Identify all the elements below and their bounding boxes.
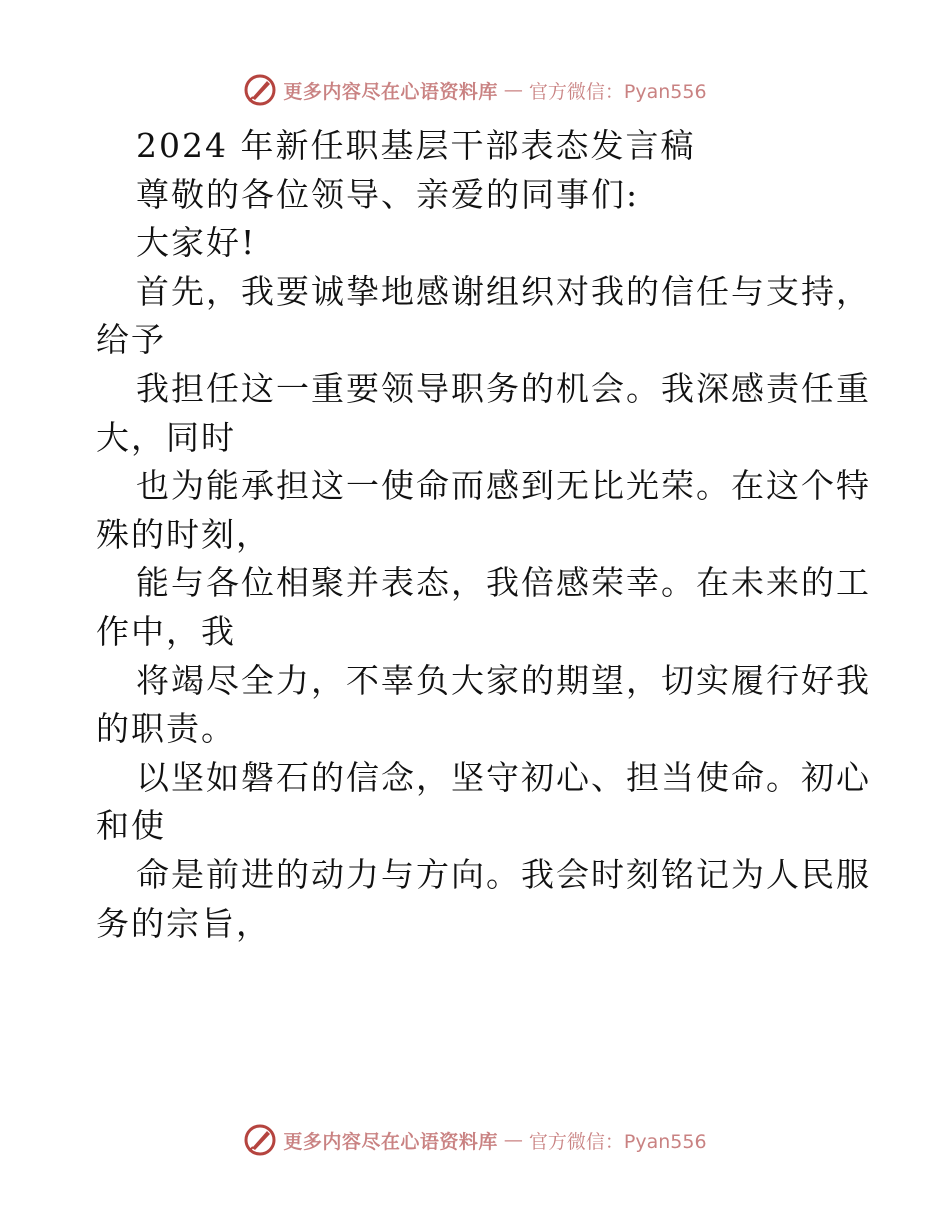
paragraph-line: 首先，我要诚挚地感谢组织对我的信任与支持， bbox=[136, 271, 871, 311]
footer-banner bbox=[0, 1120, 950, 1160]
paragraph-line: 务的宗旨， bbox=[96, 903, 271, 943]
banner-title: 更多内容尽在心语资料库 bbox=[283, 1130, 498, 1153]
paragraph-line: 以坚如磐石的信念，坚守初心、担当使命。初心 bbox=[136, 757, 871, 797]
paragraph-line: 和使 bbox=[96, 806, 166, 846]
paragraph-line: 大，同时 bbox=[96, 417, 236, 457]
greeting: 大家好! bbox=[136, 223, 257, 263]
paragraph-line: 给予 bbox=[96, 320, 166, 360]
paragraph-line: 命是前进的动力与方向。我会时刻铭记为人民服 bbox=[136, 854, 871, 894]
paragraph-line: 能与各位相聚并表态，我倍感荣幸。在未来的工 bbox=[136, 563, 871, 603]
document-body bbox=[96, 122, 871, 948]
banner-separator: — bbox=[503, 79, 523, 101]
paragraph-line: 我担任这一重要领导职务的机会。我深感责任重 bbox=[136, 368, 871, 408]
paragraph-line: 也为能承担这一使命而感到无比光荣。在这个特 bbox=[136, 466, 871, 506]
quill-logo-icon bbox=[243, 1123, 277, 1157]
paragraph-line: 的职责。 bbox=[96, 709, 236, 749]
banner-wechat-id: 官方微信：Pyan556 bbox=[528, 1130, 707, 1153]
banner-separator: — bbox=[503, 1129, 523, 1151]
document-title: 2024 年新任职基层干部表态发言稿 bbox=[136, 126, 696, 165]
paragraph-line: 作中，我 bbox=[96, 611, 236, 651]
salutation: 尊敬的各位领导、亲爱的同事们: bbox=[136, 174, 640, 214]
quill-logo-icon bbox=[243, 73, 277, 107]
header-banner bbox=[0, 70, 950, 110]
banner-wechat-id: 官方微信：Pyan556 bbox=[528, 80, 707, 103]
banner-title: 更多内容尽在心语资料库 bbox=[283, 80, 498, 103]
paragraph-line: 将竭尽全力，不辜负大家的期望，切实履行好我 bbox=[136, 660, 871, 700]
paragraph-line: 殊的时刻， bbox=[96, 514, 271, 554]
